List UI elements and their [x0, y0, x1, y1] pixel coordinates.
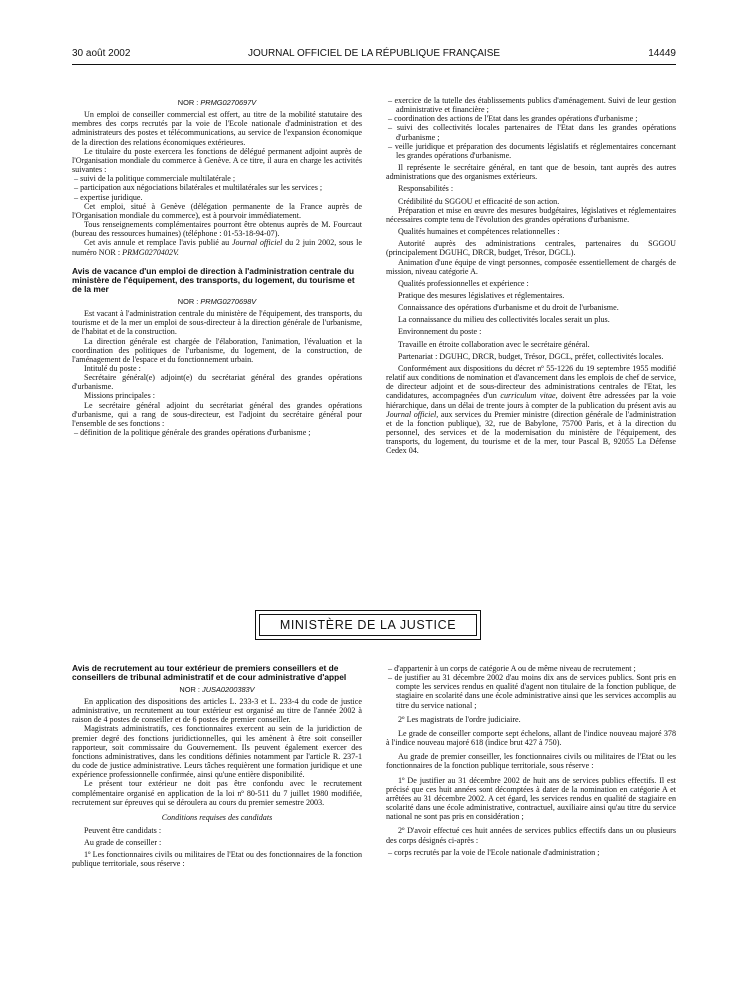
- paragraph: 2º D'avoir effectué ces huit années de services publics effectifs dans un ou plusieurs des corps désignés ci-après :: [386, 826, 676, 845]
- list-item: – suivi des collectivités locales partenaires de l'Etat dans les grandes opérations d'urbanisme ;: [388, 123, 676, 142]
- list-item: – coordination des actions de l'Etat dans les grandes opérations d'urbanisme ;: [388, 114, 638, 124]
- paragraph: La connaissance du milieu des collectivités locales serait un plus.: [398, 315, 610, 325]
- paragraph: 1º De justifier au 31 décembre 2002 de huit ans de services publics effectifs. Il est précisé que ces huit années sont décomptées à dater de la nomination en catégorie A et arrêtées au 31 décembre 2002. A cet égard, les services rendus en qualité de stagiaire en scolarité dans une école administrative, contractuel, auxiliaire ainsi qu'au titre du service national ne sont pas pris en considération ;: [386, 775, 676, 822]
- section-heading: Conditions requises des candidats: [161, 812, 273, 822]
- nor-reference: NOR : PRMG0270697V: [177, 98, 257, 107]
- paragraph: En application des dispositions des articles L. 233-3 et L. 233-4 du code de justice administrative, un recrutement au tour extérieur est organisé au titre de l'année 2002 à raison de 4 postes de conseiller et de 6 postes de premier conseiller.: [72, 696, 362, 725]
- paragraph: Intitulé du poste :: [84, 363, 141, 373]
- column-bottom-left: [72, 664, 362, 869]
- paragraph: Partenariat : DGUHC, DRCR, budget, Trésor, DGCL, préfet, collectivités locales.: [398, 351, 664, 361]
- paragraph: Un emploi de conseiller commercial est offert, au titre de la mobilité statutaire des membres des corps recrutés par la voie de l'Ecole nationale d'administration et des administrateurs des postes et télécommunications, au service de l'expansion économique de la direction des relations économiques extérieures.: [72, 110, 362, 147]
- ministry-heading: MINISTÈRE DE LA JUSTICE: [259, 614, 477, 636]
- list-item: – d'appartenir à un corps de catégorie A ou de même niveau de recrutement ;: [388, 664, 636, 673]
- paragraph: Peuvent être candidats :: [84, 826, 162, 835]
- list-item: – corps recrutés par la voie de l'Ecole nationale d'administration ;: [388, 847, 600, 857]
- paragraph: Le secrétaire général adjoint du secrétariat général des grandes opérations d'urbanisme, qui a rang de sous-directeur, est l'adjoint du secrétaire général pour l'ensemble de ses fonctions :: [72, 400, 362, 428]
- paragraph: Tous renseignements complémentaires pourront être obtenus auprès de M. Fourcaut (bureau des ressources humaines) (téléphone : 01-53-18-94-07).: [72, 220, 362, 239]
- header-date: 30 août 2002: [72, 48, 131, 59]
- paragraph: Le grade de conseiller comporte sept échelons, allant de l'indice nouveau majoré 378 à l'indice nouveau majoré 618 (indice brut 427 à 750).: [386, 728, 676, 748]
- nor-reference: NOR : JUSA0200383V: [179, 684, 255, 694]
- notice-title: Avis de vacance d'un emploi de direction à l'administration centrale du ministère de l'équipement, des transports, du logement, du tourisme et de la mer: [72, 265, 355, 295]
- paragraph: Autorité auprès des administrations centrales, partenaires du SGGOU (principalement DGUHC, DRCR, budget, Trésor, DGCL).: [386, 239, 676, 258]
- ministry-heading-box: [255, 610, 481, 640]
- paragraph: Travaille en étroite collaboration avec le secrétaire général.: [398, 339, 590, 349]
- column-bottom-right: [386, 664, 676, 857]
- list-item: – veille juridique et préparation des documents législatifs et réglementaires concernant les grandes opérations d'urbanisme.: [388, 141, 676, 160]
- paragraph: Au grade de conseiller :: [84, 838, 162, 848]
- paragraph: Connaissance des opérations d'urbanisme et du droit de l'urbanisme.: [398, 303, 619, 313]
- paragraph: Conformément aux dispositions du décret nº 55-1226 du 19 septembre 1955 modifié relatif aux conditions de nomination et d'avancement dans les emplois de chef de service, de directeur adjoint et de sous-directeur des administrations centrales de l'Etat, les candidatures, accompagnées d'un curriculum vitae, doivent être adressées par la voie hiérarchique, dans un délai de trente jours à compter de la publication du présent avis au Journal officiel, aux services du Premier ministre (direction générale de l'administration et de la fonction publique), 32, rue de Babylone, 75700 Paris, et à la direction du personnel, des services et de la modernisation du ministère de l'équipement, des transports, du logement, du tourisme et de la mer, tour Pascal B, 92055 La Défense Cedex 04.: [386, 363, 677, 456]
- list-item: – de justifier au 31 décembre 2002 d'au moins dix ans de services publics. Sont pris en compte les services rendus en qualité d'agent non titulaire de la fonction publique, de stagiaire en scolarité dans une école administrative ainsi que les services accomplis au titre du service national ;: [388, 673, 676, 710]
- paragraph: Préparation et mise en œuvre des mesures budgétaires, législatives et réglementaires nécessaires compte tenu de l'évolution des grandes opérations d'urbanisme.: [386, 205, 676, 224]
- page-header: [72, 48, 676, 64]
- paragraph: Il représente le secrétaire général, en tant que de besoin, tant auprès des autres administrations que des organismes extérieurs.: [386, 163, 676, 182]
- paragraph: Missions principales :: [84, 391, 156, 401]
- header-title: JOURNAL OFFICIEL DE LA RÉPUBLIQUE FRANÇAISE: [247, 48, 501, 59]
- list-item: – suivi de la politique commerciale multilatérale ;: [74, 174, 236, 184]
- header-rule: [72, 64, 676, 65]
- paragraph: Est vacant à l'administration centrale du ministère de l'équipement, des transports, du tourisme et de la mer un emploi de sous-directeur à la direction générale de l'urbanisme, de l'habitat et de la construction.: [72, 309, 362, 337]
- paragraph: 2º Les magistrats de l'ordre judiciaire.: [398, 714, 521, 724]
- paragraph: Environnement du poste :: [398, 327, 482, 337]
- list-item: – définition de la politique générale des grandes opérations d'urbanisme ;: [74, 428, 311, 438]
- paragraph: Crédibilité du SGGOU et efficacité de son action.: [398, 196, 560, 206]
- paragraph: Cet emploi, situé à Genève (délégation permanente de la France auprès de l'Organisation mondiale du commerce), est à pourvoir immédiatement.: [72, 201, 362, 220]
- paragraph: Secrétaire général(e) adjoint(e) du secrétariat général des grandes opérations d'urbanisme.: [72, 373, 362, 392]
- paragraph: Au grade de premier conseiller, les fonctionnaires civils ou militaires de l'Etat ou les fonctionnaires de la fonction publique territoriale, sous réserve :: [386, 752, 676, 771]
- header-page-number: 14449: [648, 48, 676, 59]
- paragraph: Qualités humaines et compétences relationnelles :: [398, 227, 560, 237]
- paragraph: Magistrats administratifs, ces fonctionnaires exercent au sein de la juridiction de premier degré des fonctions juridictionnelles, qui les amènent à être soit conseiller rapporteur, soit commissaire du Gouvernement. Ils peuvent également exercer des fonctions administratives, dans les conditions définies notamment par l'article R. 237-1 du code de justice administrative. Leurs tâches requièrent une formation juridique et une expérience professionnelle confirmée, ainsi qu'une entière disponibilité.: [72, 724, 362, 780]
- paragraph: Le présent tour extérieur ne doit pas être confondu avec le recrutement complémentaire organisé en application de la loi nº 80-511 du 7 juillet 1980 modifiée, recrutement sur épreuves qui se déroulera au cours du premier semestre 2003.: [72, 779, 362, 807]
- paragraph: Pratique des mesures législatives et réglementaires.: [398, 290, 565, 300]
- paragraph: 1º Les fonctionnaires civils ou militaires de l'Etat ou des fonctionnaires de la fonction publique territoriale, sous réserve :: [72, 850, 362, 869]
- column-top-left: [72, 96, 362, 437]
- nor-reference: NOR : PRMG0270698V: [177, 296, 257, 306]
- notice-title: Avis de recrutement au tour extérieur de premiers conseillers et de conseillers de tribunal administratif et de cour administrative d'appel: [72, 663, 347, 683]
- paragraph: Qualités professionnelles et expérience :: [398, 278, 529, 288]
- paragraph: Responsabilités :: [398, 184, 454, 194]
- paragraph: Animation d'une équipe de vingt personnes, composée essentiellement de chargés de mission, niveau catégorie A.: [386, 257, 676, 276]
- list-item: – participation aux négociations bilatérales et multilatérales sur les services ;: [74, 183, 323, 193]
- column-top-right: [386, 96, 676, 455]
- paragraph: Cet avis annule et remplace l'avis publié au Journal officiel du 2 juin 2002, sous le numéro NOR : PRMG0270402V.: [72, 238, 362, 257]
- list-item: – exercice de la tutelle des établissements publics d'aménagement. Suivi de leur gestion administrative et financière ;: [388, 96, 676, 115]
- paragraph: Le titulaire du poste exercera les fonctions de délégué permanent adjoint auprès de l'Organisation mondiale du commerce à Genève. A ce titre, il aura en charge les activités suivantes :: [72, 146, 362, 175]
- list-item: – expertise juridique.: [74, 192, 143, 202]
- paragraph: La direction générale est chargée de l'élaboration, l'animation, l'évaluation et la coordination des politiques de l'urbanisme, du logement, de la construction, de l'aménagement de l'espace et du fonctionnement urbain.: [72, 336, 362, 364]
